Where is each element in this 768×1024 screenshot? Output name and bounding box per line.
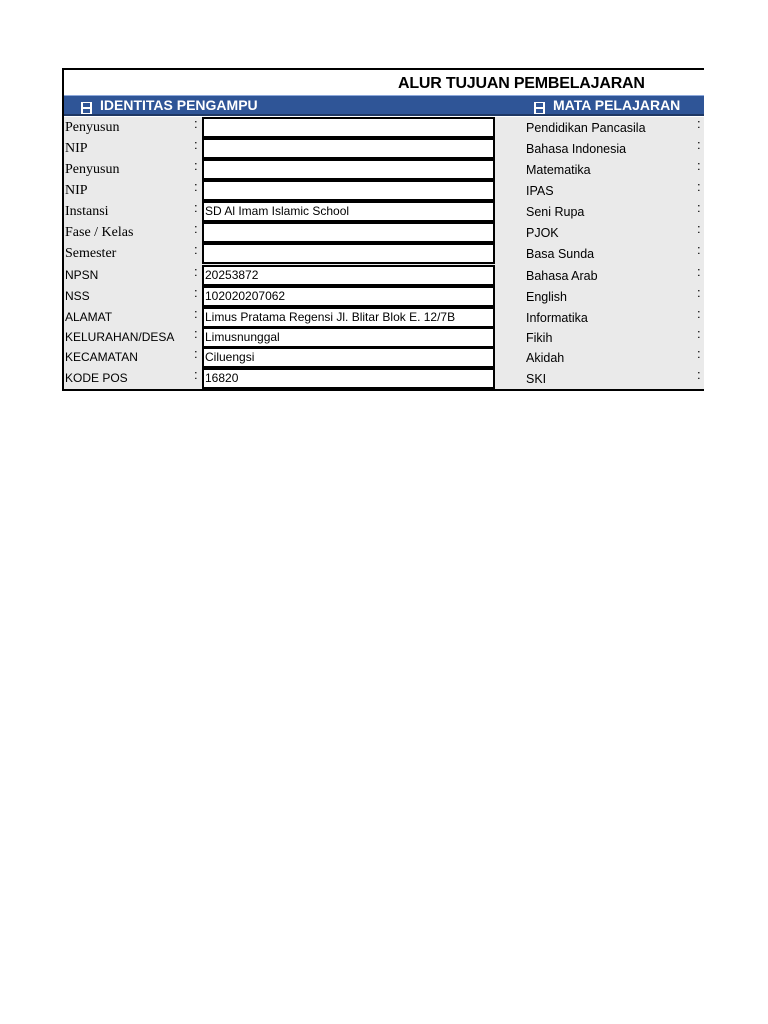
field-separator: : [194, 158, 198, 173]
identity-header-label: IDENTITAS PENGAMPU [100, 97, 258, 113]
field-value-cell[interactable]: Limus Pratama Regensi Jl. Blitar Blok E. 12/7B [202, 307, 495, 328]
subject-header [534, 96, 680, 115]
field-separator: : [194, 346, 198, 361]
subject-label: SKI [526, 372, 547, 386]
field-value-cell[interactable]: 20253872 [202, 265, 495, 286]
subject-separator: : [697, 158, 701, 173]
field-label: Instansi [65, 204, 109, 219]
subject-label: Basa Sunda [526, 247, 595, 261]
field-label: Semester [65, 246, 117, 261]
subject-label: Matematika [526, 163, 591, 177]
field-label: NPSN [65, 268, 99, 282]
field-separator: : [194, 264, 198, 279]
field-value-cell[interactable]: Limusnunggal [202, 327, 495, 348]
form-row [64, 180, 704, 200]
field-value-cell[interactable] [202, 138, 495, 159]
subject-separator: : [697, 179, 701, 194]
field-value-cell[interactable] [202, 159, 495, 180]
field-label: Fase / Kelas [65, 225, 134, 240]
form-row [64, 307, 704, 327]
field-separator: : [194, 179, 198, 194]
field-label: NIP [65, 183, 88, 198]
form-grid [64, 117, 704, 391]
field-separator: : [194, 306, 198, 321]
field-label: Penyusun [65, 162, 120, 177]
form-row [64, 222, 704, 242]
form-row [64, 243, 704, 263]
subject-label: Seni Rupa [526, 205, 585, 219]
field-value-cell[interactable] [202, 243, 495, 264]
subject-separator: : [697, 285, 701, 300]
field-value-cell[interactable]: SD Al Imam Islamic School [202, 201, 495, 222]
field-separator: : [194, 200, 198, 215]
field-label: KELURAHAN/DESA [65, 330, 175, 344]
subject-separator: : [697, 367, 701, 382]
subject-separator: : [697, 306, 701, 321]
subject-label: Fikih [526, 331, 553, 345]
field-label: KECAMATAN [65, 350, 138, 364]
subject-label: Bahasa Indonesia [526, 142, 627, 156]
field-label: ALAMAT [65, 310, 113, 324]
form-row [64, 201, 704, 221]
subject-separator: : [697, 242, 701, 257]
subject-separator: : [697, 221, 701, 236]
subject-label: English [526, 290, 567, 304]
subject-label: Akidah [526, 351, 565, 365]
form-row [64, 138, 704, 158]
form-row [64, 117, 704, 137]
subject-separator: : [697, 264, 701, 279]
field-value-cell[interactable] [202, 180, 495, 201]
form-row [64, 368, 704, 388]
field-separator: : [194, 221, 198, 236]
subject-label: IPAS [526, 184, 554, 198]
field-separator: : [194, 285, 198, 300]
subject-header-label: MATA PELAJARAN [553, 97, 681, 113]
subject-separator: : [697, 116, 701, 131]
form-row [64, 327, 704, 347]
field-label: KODE POS [65, 371, 128, 385]
field-separator: : [194, 326, 198, 341]
field-separator: : [194, 242, 198, 257]
field-value-cell[interactable]: 16820 [202, 368, 495, 389]
field-label: Penyusun [65, 120, 120, 135]
field-separator: : [194, 116, 198, 131]
subject-separator: : [697, 326, 701, 341]
subject-label: Informatika [526, 311, 588, 325]
field-separator: : [194, 367, 198, 382]
subject-separator: : [697, 137, 701, 152]
identity-header [81, 96, 258, 115]
field-label: NIP [65, 141, 88, 156]
subject-label: PJOK [526, 226, 559, 240]
save-disk-icon [534, 100, 545, 112]
save-disk-icon [81, 100, 92, 112]
document-title: ALUR TUJUAN PEMBELAJARAN [398, 75, 645, 92]
field-value-cell[interactable] [202, 117, 495, 138]
field-separator: : [194, 137, 198, 152]
subject-label: Bahasa Arab [526, 269, 598, 283]
spreadsheet-sheet [62, 68, 704, 391]
field-value-cell[interactable] [202, 222, 495, 243]
form-row [64, 265, 704, 285]
field-value-cell[interactable]: 102020207062 [202, 286, 495, 307]
document-title-row [64, 70, 704, 94]
subject-label: Pendidikan Pancasila [526, 121, 646, 135]
subject-separator: : [697, 200, 701, 215]
form-row [64, 347, 704, 367]
form-row [64, 159, 704, 179]
subject-separator: : [697, 346, 701, 361]
field-value-cell[interactable]: Ciluengsi [202, 347, 495, 368]
form-row [64, 286, 704, 306]
field-label: NSS [65, 289, 90, 303]
section-header-bar [64, 95, 704, 116]
